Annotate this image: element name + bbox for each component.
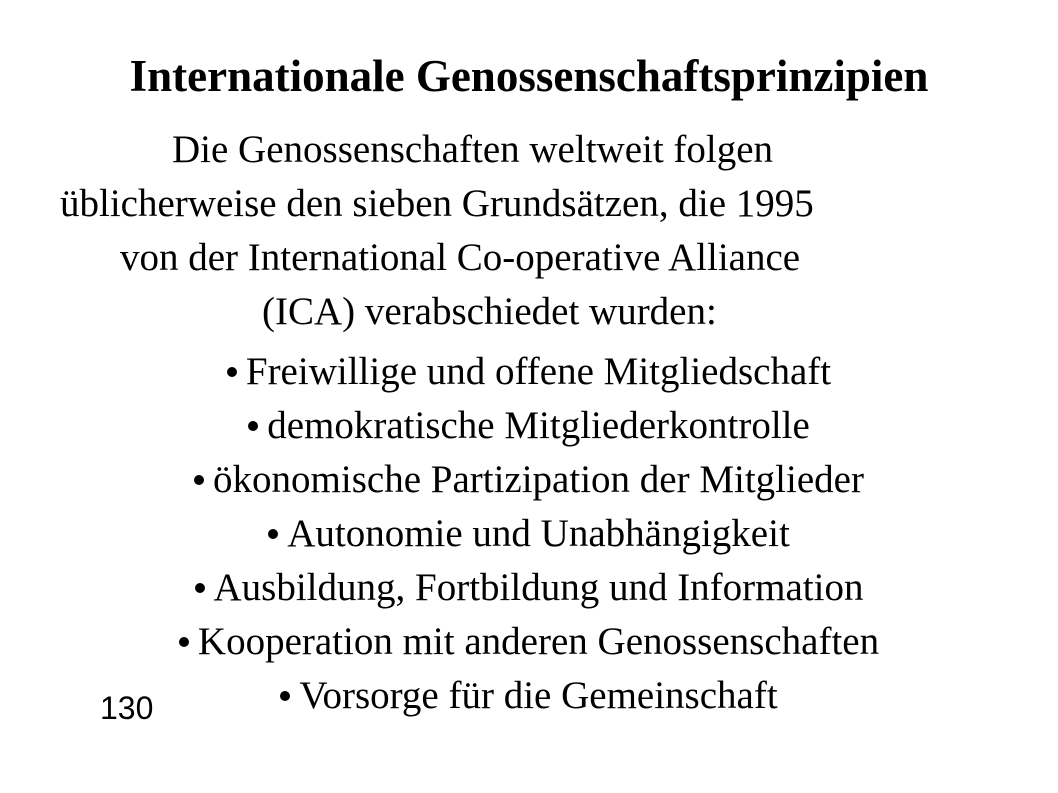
- principle-text: Ausbildung, Fortbildung und Information: [213, 566, 864, 609]
- principle-item: [0, 669, 1058, 723]
- bullet-icon: [194, 475, 204, 485]
- principle-item: [0, 399, 1058, 453]
- slide-title: Internationale Genossenschaftsprinzipien: [129, 51, 929, 101]
- principle-text: Vorsorge für die Gemeinschaft: [299, 674, 778, 717]
- intro-line: üblicherweise den sieben Grundsätzen, die 1995: [60, 182, 814, 225]
- principle-item: [0, 345, 1058, 399]
- principle-text: ökonomische Partizipation der Mitglieder: [213, 458, 864, 501]
- intro-line: Die Genossenschaften weltweit folgen: [172, 128, 774, 171]
- bullet-icon: [179, 637, 189, 647]
- principle-item: [0, 453, 1058, 507]
- principle-text: Autonomie und Unabhängigkeit: [287, 512, 790, 555]
- bullet-icon: [195, 583, 205, 593]
- bullet-icon: [227, 367, 237, 377]
- principle-text: demokratische Mitgliederkontrolle: [267, 404, 810, 447]
- intro-paragraph: [0, 123, 1058, 339]
- intro-line: (ICA) verabschiedet wurden:: [262, 290, 717, 333]
- principle-item: [0, 561, 1058, 615]
- page-number: 130: [100, 690, 154, 726]
- principle-text: Freiwillige und offene Mitgliedschaft: [245, 350, 832, 393]
- bullet-icon: [268, 529, 278, 539]
- bullet-icon: [280, 691, 290, 701]
- principle-text: Kooperation mit anderen Genossenschaften: [197, 620, 880, 663]
- principles-list: [0, 345, 1058, 723]
- principle-item: [0, 615, 1058, 669]
- bullet-icon: [248, 421, 258, 431]
- intro-line: von der International Co-operative Alliance: [120, 236, 801, 279]
- principle-item: [0, 507, 1058, 561]
